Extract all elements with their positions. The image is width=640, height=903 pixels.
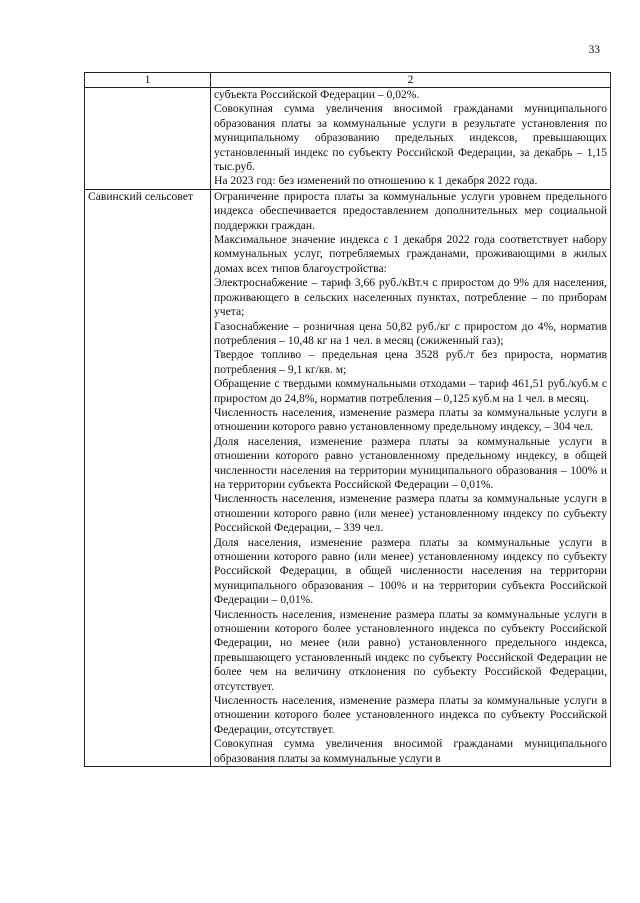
paragraph: Электроснабжение – тариф 3,66 руб./кВт.ч с приростом до 9% для населения, проживающего в сельских населенных пунктах, потребление – по приборам учета; xyxy=(214,276,607,319)
paragraph: Численность населения, изменение размера платы за коммунальные услуги в отношении которого более установленного индекса по субъекту Российской Федерации, отсутствует. xyxy=(214,694,607,736)
document-table xyxy=(84,72,611,767)
page-number: 33 xyxy=(588,44,600,56)
description-cell xyxy=(211,189,611,766)
paragraph: Численность населения, изменение размера платы за коммунальные услуги в отношении которого равно (или менее) установленному индексу по субъекту Российской Федерации, – 339 чел. xyxy=(214,492,607,535)
paragraph: Совокупная сумма увеличения вносимой гражданами муниципального образования платы за коммунальные услуги в xyxy=(214,737,607,765)
paragraph: Обращение с твердыми коммунальными отходами – тариф 461,51 руб./куб.м с приростом до 24,8%, норматив потребления – 0,125 куб.м на 1 чел. в месяц. xyxy=(214,377,607,405)
table-row-continuation xyxy=(85,88,611,190)
paragraph: Газоснабжение – розничная цена 50,82 руб./кг с приростом до 4%, норматив потребления – 10,48 кг на 1 чел. в месяц (сжиженный газ); xyxy=(214,319,607,347)
column-header-2: 2 xyxy=(211,73,611,88)
paragraph: субъекта Российской Федерации – 0,02%. xyxy=(214,88,420,101)
paragraph: Ограничение прироста платы за коммунальные услуги уровнем предельного индекса обеспечивается предоставлением дополнительных мер социальной поддержки граждан. xyxy=(214,189,607,232)
municipality-cell: Савинский сельсовет xyxy=(85,189,211,766)
paragraph: Твердое топливо – предельная цена 3528 руб./т без прироста, норматив потребления – 9,1 кг/кв. м; xyxy=(214,348,607,376)
paragraph: Совокупная сумма увеличения вносимой гражданами муниципального образования платы за коммунальные услуги в результате установления по муниципальному образованию предельных индексов, превышающих установленный индекс по субъекту Российской Федерации, за декабрь – 1,15 тыс.руб. xyxy=(214,102,607,174)
paragraph: На 2023 год: без изменений по отношению к 1 декабря 2022 года. xyxy=(214,174,538,188)
paragraph: Численность населения, изменение размера платы за коммунальные услуги в отношении которого равно установленному предельному индексу, – 304 чел. xyxy=(214,405,607,434)
paragraph: Доля населения, изменение размера платы за коммунальные услуги в отношении которого равно (или менее) установленному индексу по субъекту Российской Федерации, в общей численности населения на территории муниципального образования – 100% и на территории субъекта Российской Федерации – 0,01%. xyxy=(214,535,607,607)
municipality-cell xyxy=(85,88,211,190)
paragraph: Численность населения, изменение размера платы за коммунальные услуги в отношении которого более установленного индекса по субъекту Российской Федерации, но менее (или равно) установленного предельного индекса, превышающего установленный индекс по субъекту Российской Федерации не более чем на величину отклонения по субъекту Российской Федерации, отсутствует. xyxy=(214,607,607,693)
table-header-row xyxy=(85,73,611,88)
description-cell xyxy=(211,88,611,190)
paragraph: Максимальное значение индекса с 1 декабря 2022 года соответствует набору коммунальных услуг, потребляемых гражданами, проживающими в жилых домах всех типов благоустройства: xyxy=(214,233,607,275)
column-header-1: 1 xyxy=(85,73,211,88)
paragraph: Доля населения, изменение размера платы за коммунальные услуги в отношении которого равно установленному предельному индексу, в общей численности населения на территории муниципального образования – 100% и на территории субъекта Российской Федерации – 0,01%. xyxy=(214,434,607,491)
table-row-savinsky xyxy=(85,189,611,766)
